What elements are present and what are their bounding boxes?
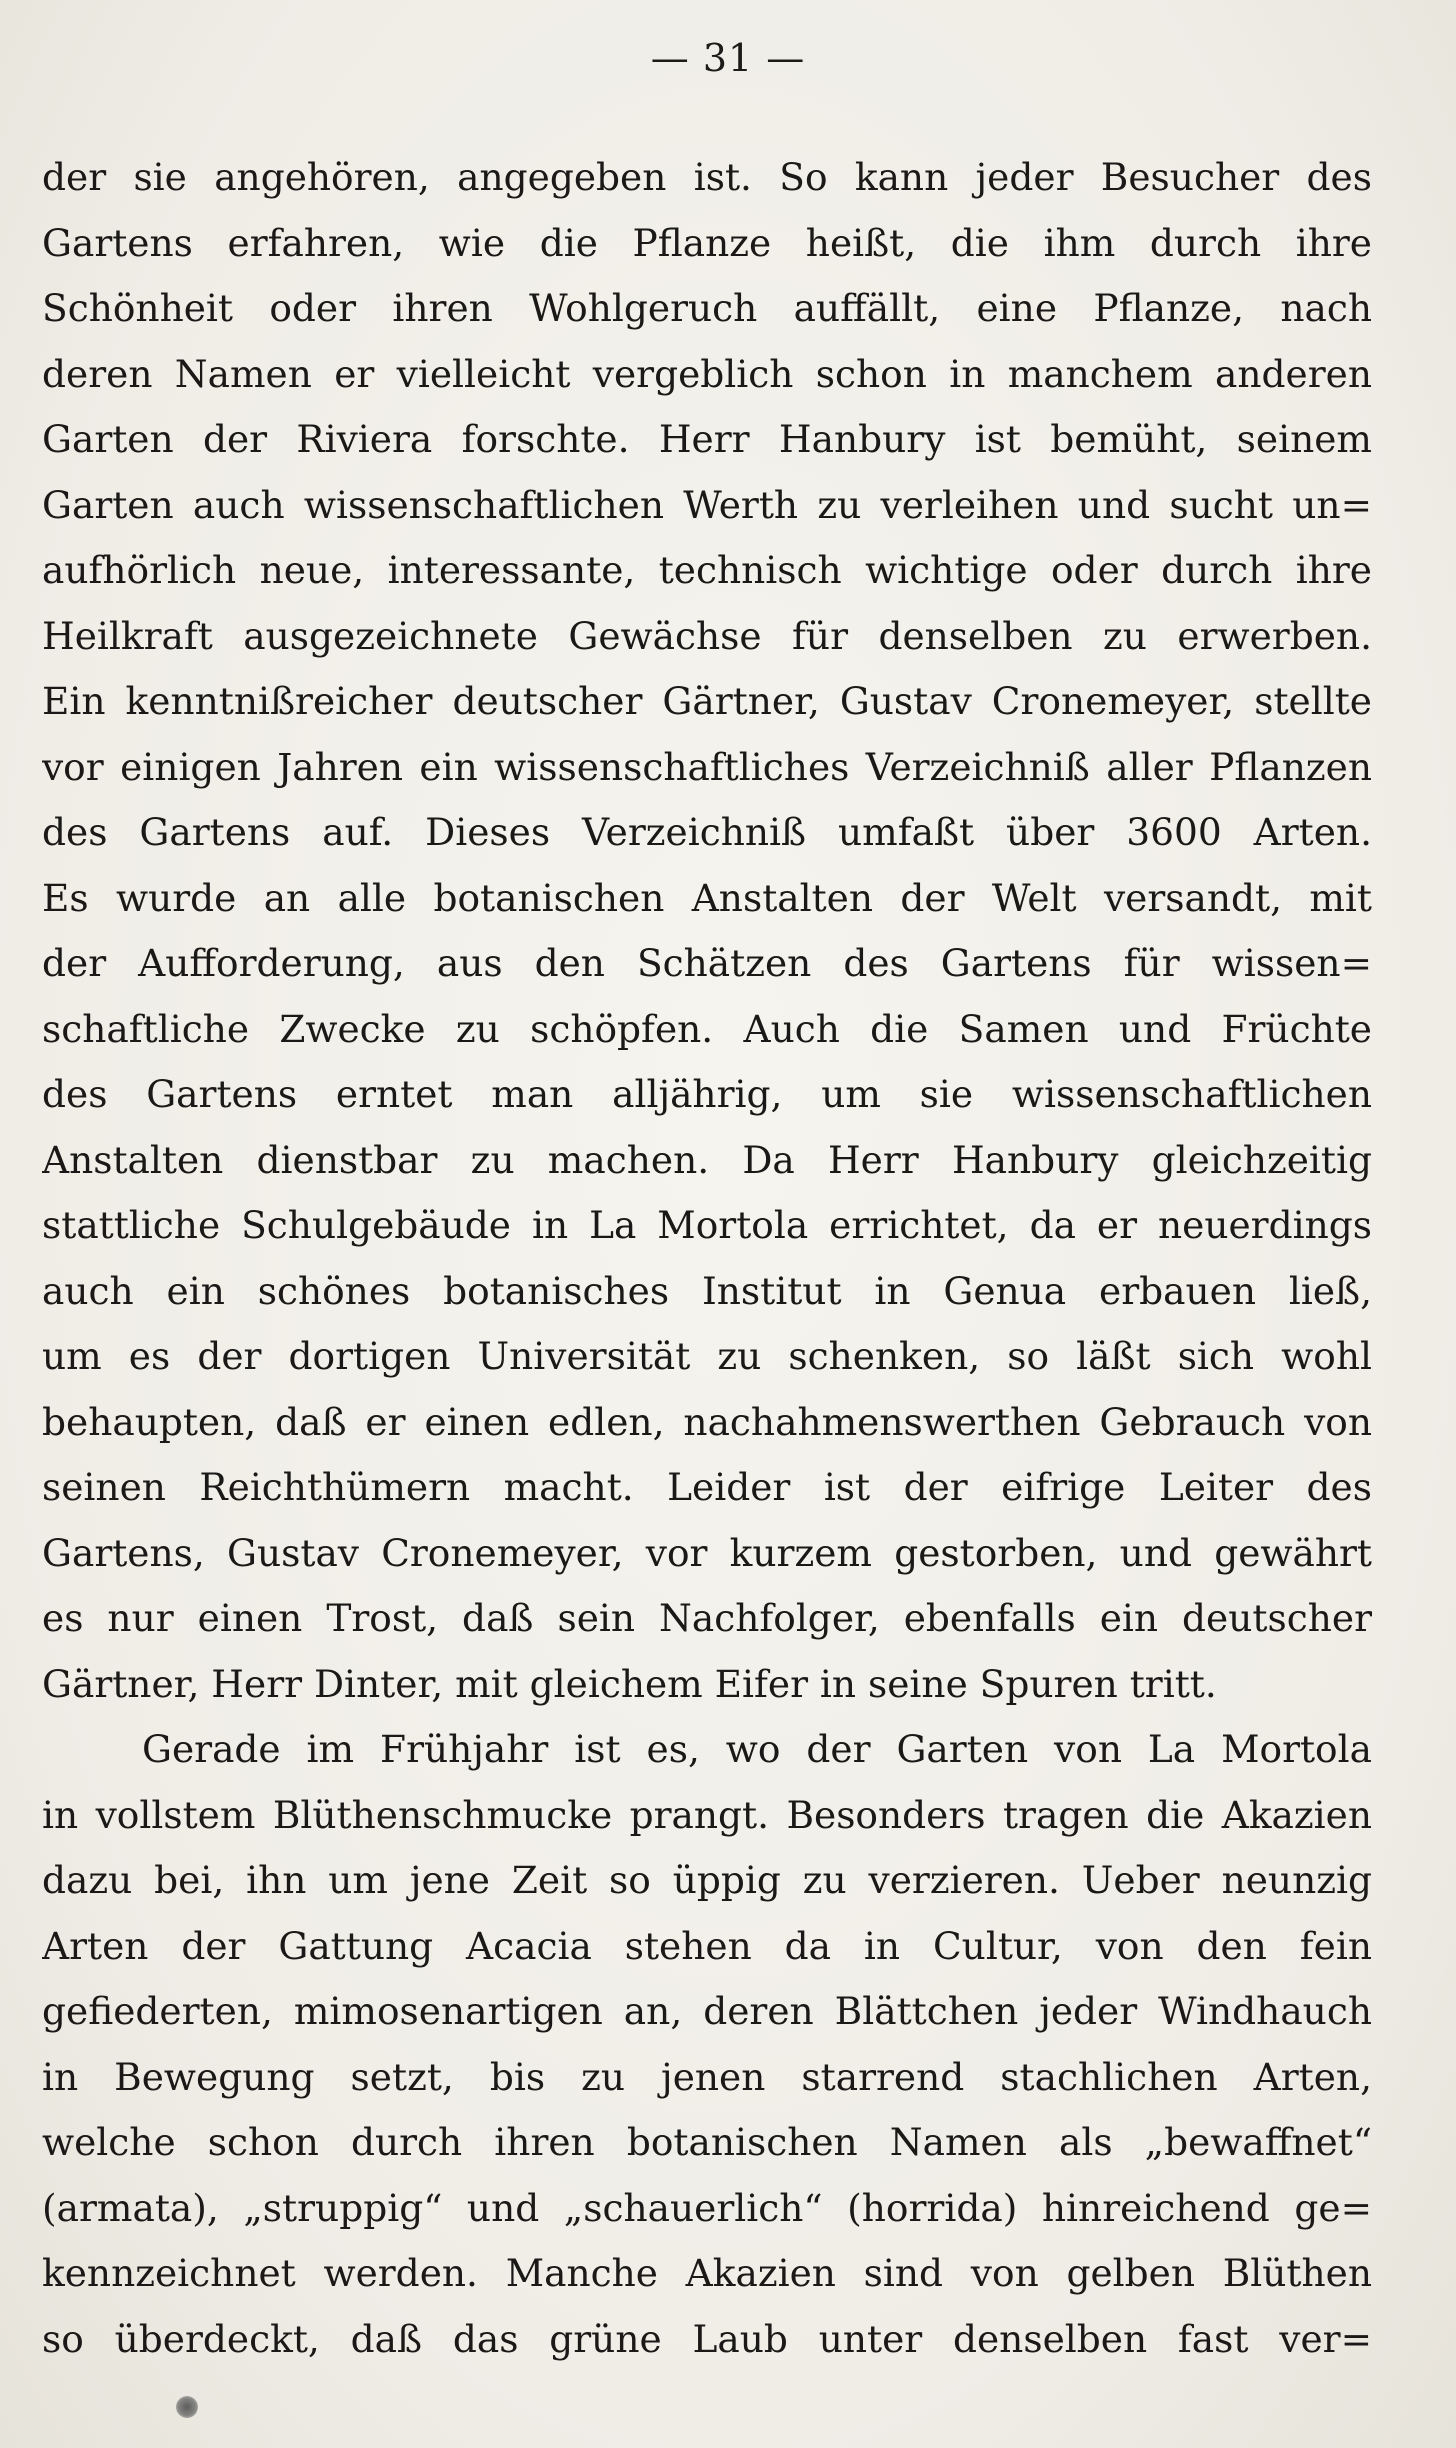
text-line: auch ein schönes botanisches Institut in Genua erbauen ließ,: [42, 1268, 1372, 1313]
text-line: Gärtner, Herr Dinter, mit gleichem Eifer in seine Spuren tritt.: [42, 1661, 1217, 1706]
text-line: aufhörlich neue, interessante, technisch wichtige oder durch ihre: [42, 548, 1372, 592]
text-line: Heilkraft ausgezeichnete Gewächse für denselben zu erwerben.: [42, 613, 1372, 658]
text-line: behaupten, daß er einen edlen, nachahmenswerthen Gebrauch von: [42, 1399, 1372, 1444]
text-line: gefiederten, mimosenartigen an, deren Blättchen jeder Windhauch: [42, 1989, 1372, 2033]
text-line: Gerade im Frühjahr ist es, wo der Garten von La Mortola: [142, 1727, 1372, 1771]
text-line: Es wurde an alle botanischen Anstalten der Welt versandt, mit: [42, 875, 1372, 920]
text-line: schaftliche Zwecke zu schöpfen. Auch die Samen und Früchte: [42, 1006, 1372, 1051]
text-line: vor einigen Jahren ein wissenschaftliches Verzeichniß aller Pflanzen: [42, 744, 1372, 789]
text-line: Garten der Riviera forschte. Herr Hanbury ist bemüht, seinem: [42, 417, 1372, 461]
text-line: deren Namen er vielleicht vergeblich schon in manchem anderen: [42, 351, 1372, 396]
text-line: Anstalten dienstbar zu machen. Da Herr Hanbury gleichzeitig: [42, 1137, 1372, 1182]
text-line: Gartens erfahren, wie die Pflanze heißt, die ihm durch ihre: [42, 220, 1372, 265]
text-line: kennzeichnet werden. Manche Akazien sind von gelben Blüthen: [42, 2251, 1372, 2295]
text-line: seinen Reichthümern macht. Leider ist der eifrige Leiter des: [42, 1465, 1372, 1509]
text-line: der Aufforderung, aus den Schätzen des Gartens für wissen=: [42, 941, 1372, 985]
text-line: Garten auch wissenschaftlichen Werth zu verleihen und sucht un=: [42, 482, 1372, 527]
text-line: des Gartens erntet man alljährig, um sie wissenschaftlichen: [42, 1072, 1372, 1116]
text-line: Arten der Gattung Acacia stehen da in Cultur, von den fein: [42, 1923, 1372, 1968]
text-line: (armata), „struppig“ und „schauerlich“ (horrida) hinreichend ge=: [42, 2185, 1372, 2230]
text-line: Schönheit oder ihren Wohlgeruch auffällt, eine Pflanze, nach: [42, 286, 1372, 330]
page-number: — 31 —: [650, 36, 806, 80]
text-line: Gartens, Gustav Cronemeyer, vor kurzem gestorben, und gewährt: [42, 1530, 1372, 1575]
text-line: des Gartens auf. Dieses Verzeichniß umfaßt über 3600 Arten.: [42, 810, 1372, 854]
text-line: in vollstem Blüthenschmucke prangt. Besonders tragen die Akazien: [42, 1792, 1372, 1837]
ink-spot: [176, 2396, 198, 2418]
text-line: welche schon durch ihren botanischen Namen als „bewaffnet“: [42, 2120, 1372, 2164]
text-line: in Bewegung setzt, bis zu jenen starrend stachlichen Arten,: [42, 2054, 1372, 2099]
text-line: der sie angehören, angegeben ist. So kann jeder Besucher des: [42, 155, 1372, 199]
text-line: Ein kenntnißreicher deutscher Gärtner, Gustav Cronemeyer, stellte: [42, 679, 1372, 723]
text-line: dazu bei, ihn um jene Zeit so üppig zu verzieren. Ueber neunzig: [42, 1858, 1372, 1902]
body-text: [42, 145, 1372, 2372]
text-line: um es der dortigen Universität zu schenken, so läßt sich wohl: [42, 1334, 1372, 1378]
text-line: es nur einen Trost, daß sein Nachfolger, ebenfalls ein deutscher: [42, 1596, 1372, 1640]
text-line: so überdeckt, daß das grüne Laub unter denselben fast ver=: [42, 2316, 1372, 2361]
text-line: stattliche Schulgebäude in La Mortola errichtet, da er neuerdings: [42, 1203, 1372, 1247]
